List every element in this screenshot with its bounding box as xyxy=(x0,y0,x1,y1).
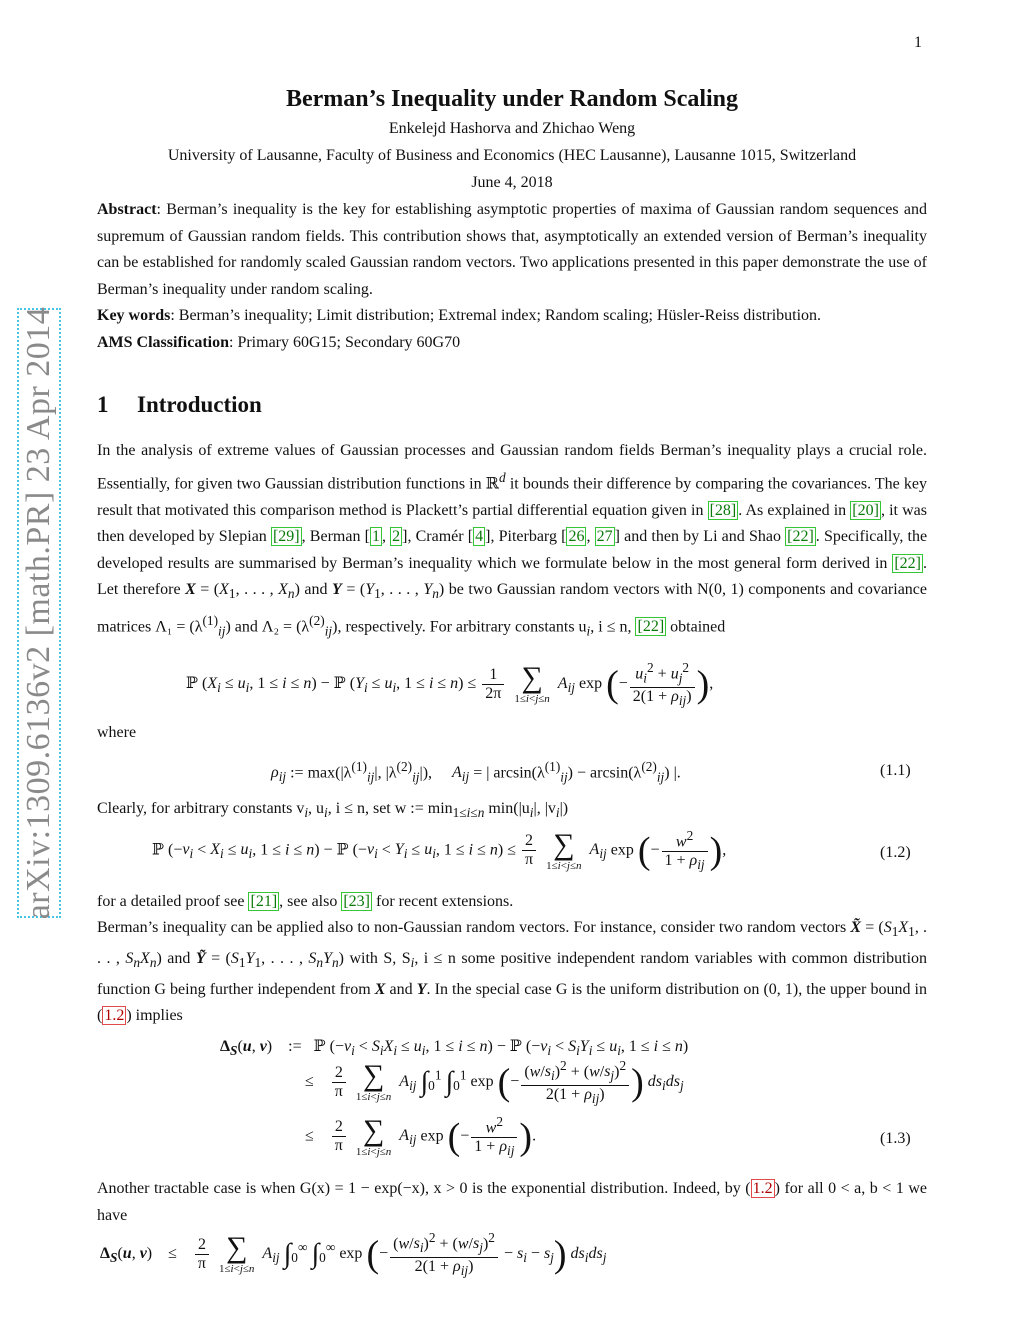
citation-link[interactable]: 2 xyxy=(392,528,401,546)
body-text: ) implies xyxy=(126,1007,183,1025)
body-text: |, |v xyxy=(533,800,556,817)
equation-reference-link[interactable]: 1.2 xyxy=(752,1180,773,1197)
equation-13-line3: ≤ $\frac{2}{\pi}$ ∑ 1≤i<j≤n $A_{ij}$ exp (− $\frac{w^2}{1 + \rho_{ij}}$ ). xyxy=(305,1113,537,1159)
body-text: min(|u xyxy=(484,800,530,817)
intro-text: and then by Li and Shao xyxy=(619,528,786,546)
section-heading xyxy=(97,392,262,418)
intro-text: obtained xyxy=(666,618,726,636)
body-text: Berman’s inequality can be applied also to non-Gaussian random vectors. For instance, consider two random vectors xyxy=(97,919,851,936)
citation-link[interactable]: 27 xyxy=(596,528,613,546)
intro-text: . As explained in xyxy=(738,501,851,519)
intro-text: , i ≤ n, xyxy=(590,618,636,636)
body-text: Clearly, for arbitrary constants v xyxy=(97,800,305,817)
citation-link[interactable]: [29] xyxy=(272,528,300,546)
equation-13-line1: $\Delta_S(u$, v) := ℙ ($-v_i < S_iX_i \le u_i$, 1 ≤ i ≤ n) − ℙ ($-v_i < S_iY_i \le u_i$, 1 ≤ i ≤ n) xyxy=(220,1038,689,1059)
intro-text: , Piterbarg xyxy=(490,528,562,546)
authors: Enkelejd Hashorva and Zhichao Weng xyxy=(388,120,636,137)
intro-text: , it was then developed by Slepian xyxy=(97,501,927,546)
body-text: for recent extensions. xyxy=(372,893,514,910)
citation-link[interactable]: [22] xyxy=(637,618,665,636)
body-text: with S, S xyxy=(344,949,411,967)
citation-link[interactable]: 26 xyxy=(568,528,585,546)
citation-link[interactable]: [22] xyxy=(894,554,921,572)
section-title: Introduction xyxy=(137,392,262,417)
equation-exponential: $\Delta_S(u$, v) ≤ $\frac{2}{\pi}$ ∑ 1≤i<j≤n $A_{ij}$ $\int_0^\infty$ $\int_0^\infty$ exp (− $\frac{(w/s_i)^2 + (w/s_j)^2}{2(1 + \rho_{ij})}$ − $s_i - s_j$) $ds_ids_j$ xyxy=(100,1230,607,1278)
page-number: 1 xyxy=(914,34,922,51)
intro-text: ), respectively. For arbitrary constants u xyxy=(332,618,587,636)
body-text: Another tractable case is when G(x) = 1 − exp(−x), x > 0 is the exponential distribution. Indeed, by ( xyxy=(97,1180,751,1197)
abstract xyxy=(97,197,927,303)
abstract-text: : Berman’s inequality is the key for establishing asymptotic properties of maxima of Gaussian random sequences and supremum of Gaussian random fields. This contribution shows that, asymptotically an extended version of Berman’s inequality can be established for randomly scaled Gaussian random vectors. Two applications presented in this paper demonstrate the use of Berman’s inequality under random scaling. xyxy=(97,201,927,298)
intro-text: ) and Λ₂ = (λ xyxy=(225,618,310,636)
body-text: , i ≤ n, set w := min xyxy=(327,800,453,817)
body-text: , see also xyxy=(279,893,342,910)
affiliation: University of Lausanne, Faculty of Business and Economics (HEC Lausanne), Lausanne 1015, Switzerland xyxy=(167,147,857,164)
body-text: ) for all 0 < a, b < 1 we have xyxy=(97,1180,928,1224)
date: June 4, 2018 xyxy=(471,174,553,191)
body-text: , u xyxy=(308,800,325,817)
intro-text: , Berman xyxy=(301,528,365,546)
citation-link[interactable]: [20] xyxy=(852,501,879,519)
citation-link[interactable]: [28] xyxy=(709,501,737,519)
paper-title: Berman’s Inequality under Random Scaling xyxy=(285,86,739,112)
arxiv-stamp xyxy=(17,308,61,918)
arxiv-stamp-text: arXiv:1309.6136v2 [math.PR] 23 Apr 2014 xyxy=(20,306,57,920)
keywords-text: : Berman’s inequality; Limit distribution; Extremal index; Random scaling; Hüsler-Reiss distribution. xyxy=(170,307,822,324)
equation-number: (1.3) xyxy=(880,1130,911,1147)
section-number: 1 xyxy=(97,392,109,417)
random-scaling-paragraph: Berman’s inequality can be applied also to non-Gaussian random vectors. For instance, consider two random vectors X̃ = ($S_1X_1$, . . . , $S_nX_n$) and Ỹ = ($S_1Y_1$, . . . , $S_nY_n$) with S, $S_i$, i ≤ n some positive independent random variables with common distribution function G being further independent from X and Y. In the special case G is the uniform distribution on (0, 1), the upper bound in ( 1.2 ) implies xyxy=(97,919,928,1025)
equation-rho-a: $\rho_{ij}$ := $\max(|\lambda^{(1)}_{ij}|$, $|\lambda^{(2)}_{ij}|$), $A_{ij}$ = | $\arcsin(\lambda^{(1)}_{ij}) - \arcsin(\lambda^{(2)}_{ij})$ |. xyxy=(271,759,681,785)
body-text: . In the special case G is the uniform distribution on (0, 1), the upper bound in ( xyxy=(97,980,928,1025)
citation-link[interactable]: [22] xyxy=(787,528,814,546)
body-text: for a detailed proof see xyxy=(97,893,249,910)
equation-12: ℙ ($-v_i < X_i \le u_i$, 1 ≤ i ≤ n) − ℙ ($-v_i < Y_i \le u_i$, 1 ≤ i ≤ n) ≤ $\frac{2}{\pi}$ ∑ 1≤i<j≤n $A_{ij}$ exp (− $\frac{w^2}{1 + \rho_{ij}}$ ), xyxy=(152,827,727,873)
equation-reference-link[interactable]: 1.2 xyxy=(104,1007,125,1025)
abstract-label: Abstract xyxy=(97,201,157,218)
intro-text: it bounds their difference by comparing the covariances. The key result that motivated this comparison method is Plackett’s partial differential equation given in xyxy=(97,474,927,519)
intro-text: . Let therefore xyxy=(97,554,927,599)
body-text: |) xyxy=(559,800,569,817)
citation-link[interactable]: [23] xyxy=(343,893,370,910)
keywords-label: Key words xyxy=(97,307,171,324)
citation-link[interactable]: [21] xyxy=(250,893,278,910)
intro-text: , Cramér xyxy=(407,528,468,546)
ams-label: AMS Classification xyxy=(97,334,229,351)
intro-paragraph: In the analysis of extreme values of Gaussian processes and Gaussian random fields Berman’s inequality plays a crucial role. Essentially, for given two Gaussian distribution functions in ℝ$^d$ it bounds their difference by comparing the covariances. The key result that motivated this comparison method is Plackett’s partial differential equation given in [28] . As explained in [20] , it was then developed by Slepian [29] , Berman [ 1 , 2 ], Cramér [ 4 ], Piterbarg [ 26 , 27 ] and then by Li and Shao [22] . Specifically, the developed results are summarised by Berman’s inequality which we formulate below in the most general form derived in [22] . Let therefore $X = (X_1$, . . . , $X_n$) and $Y = (Y_1$, . . . , $Y_n$) be two Gaussian random vectors with N(0, 1) components and covariance matrices $\Lambda_1 = (\lambda^{(1)}_{ij})$ and $\Lambda_2 = (\lambda^{(2)}_{ij})$, respectively. For arbitrary constants $u_i$, i ≤ n, [22] obtained xyxy=(97,442,928,639)
intro-text: be two Gaussian random vectors with N(0, 1) components and covariance matrices Λ₁ = (λ xyxy=(97,581,928,636)
ams-text: : Primary 60G15; Secondary 60G70 xyxy=(229,334,461,351)
clearly-line: Clearly, for arbitrary constants $v_i$, $u_i$, i ≤ n, set w := $\min_{1\le i\le n} \min(|u_i|$, $|v_i|$) xyxy=(97,800,569,821)
equation-berman: ℙ ($X_i \le u_i$, 1 ≤ i ≤ n) − ℙ ($Y_i \le u_i$, 1 ≤ i ≤ n) ≤ $\frac{1}{2\pi}$ ∑ 1≤i<j≤n $A_{ij}$ exp (− $\frac{u_i^2 + u_j^2}{2(1 + \rho_{ij})}$ ), xyxy=(186,660,714,708)
equation-13-line2: ≤ $\frac{2}{\pi}$ ∑ 1≤i<j≤n $A_{ij}$ $\int_0^1$ $\int_0^1$ exp (− $\frac{(w/s_i)^2 + (w/s_j)^2}{2(1 + \rho_{ij})}$ ) $ds_ids_j$ xyxy=(305,1058,684,1106)
keywords xyxy=(97,303,927,330)
intro-text: . Specifically, the developed results are summarised by Berman’s inequality which we formulate below in the most general form derived in xyxy=(97,528,928,572)
equation-number: (1.1) xyxy=(880,762,911,779)
intro-text: In the analysis of extreme values of Gaussian processes and Gaussian random fields Berman’s inequality plays a crucial role. Essentially, for given two Gaussian distribution functions in ℝ xyxy=(97,442,927,492)
body-text: , i ≤ n some positive independent random variables with common distribution function G being further independent from xyxy=(97,949,928,998)
ams-classification xyxy=(97,330,927,357)
citation-link[interactable]: 4 xyxy=(475,528,484,546)
where-label: where xyxy=(97,724,137,741)
citation-link[interactable]: 1 xyxy=(371,528,380,546)
exponential-paragraph xyxy=(97,1176,927,1229)
proof-line xyxy=(97,893,513,911)
equation-number: (1.2) xyxy=(880,844,911,861)
